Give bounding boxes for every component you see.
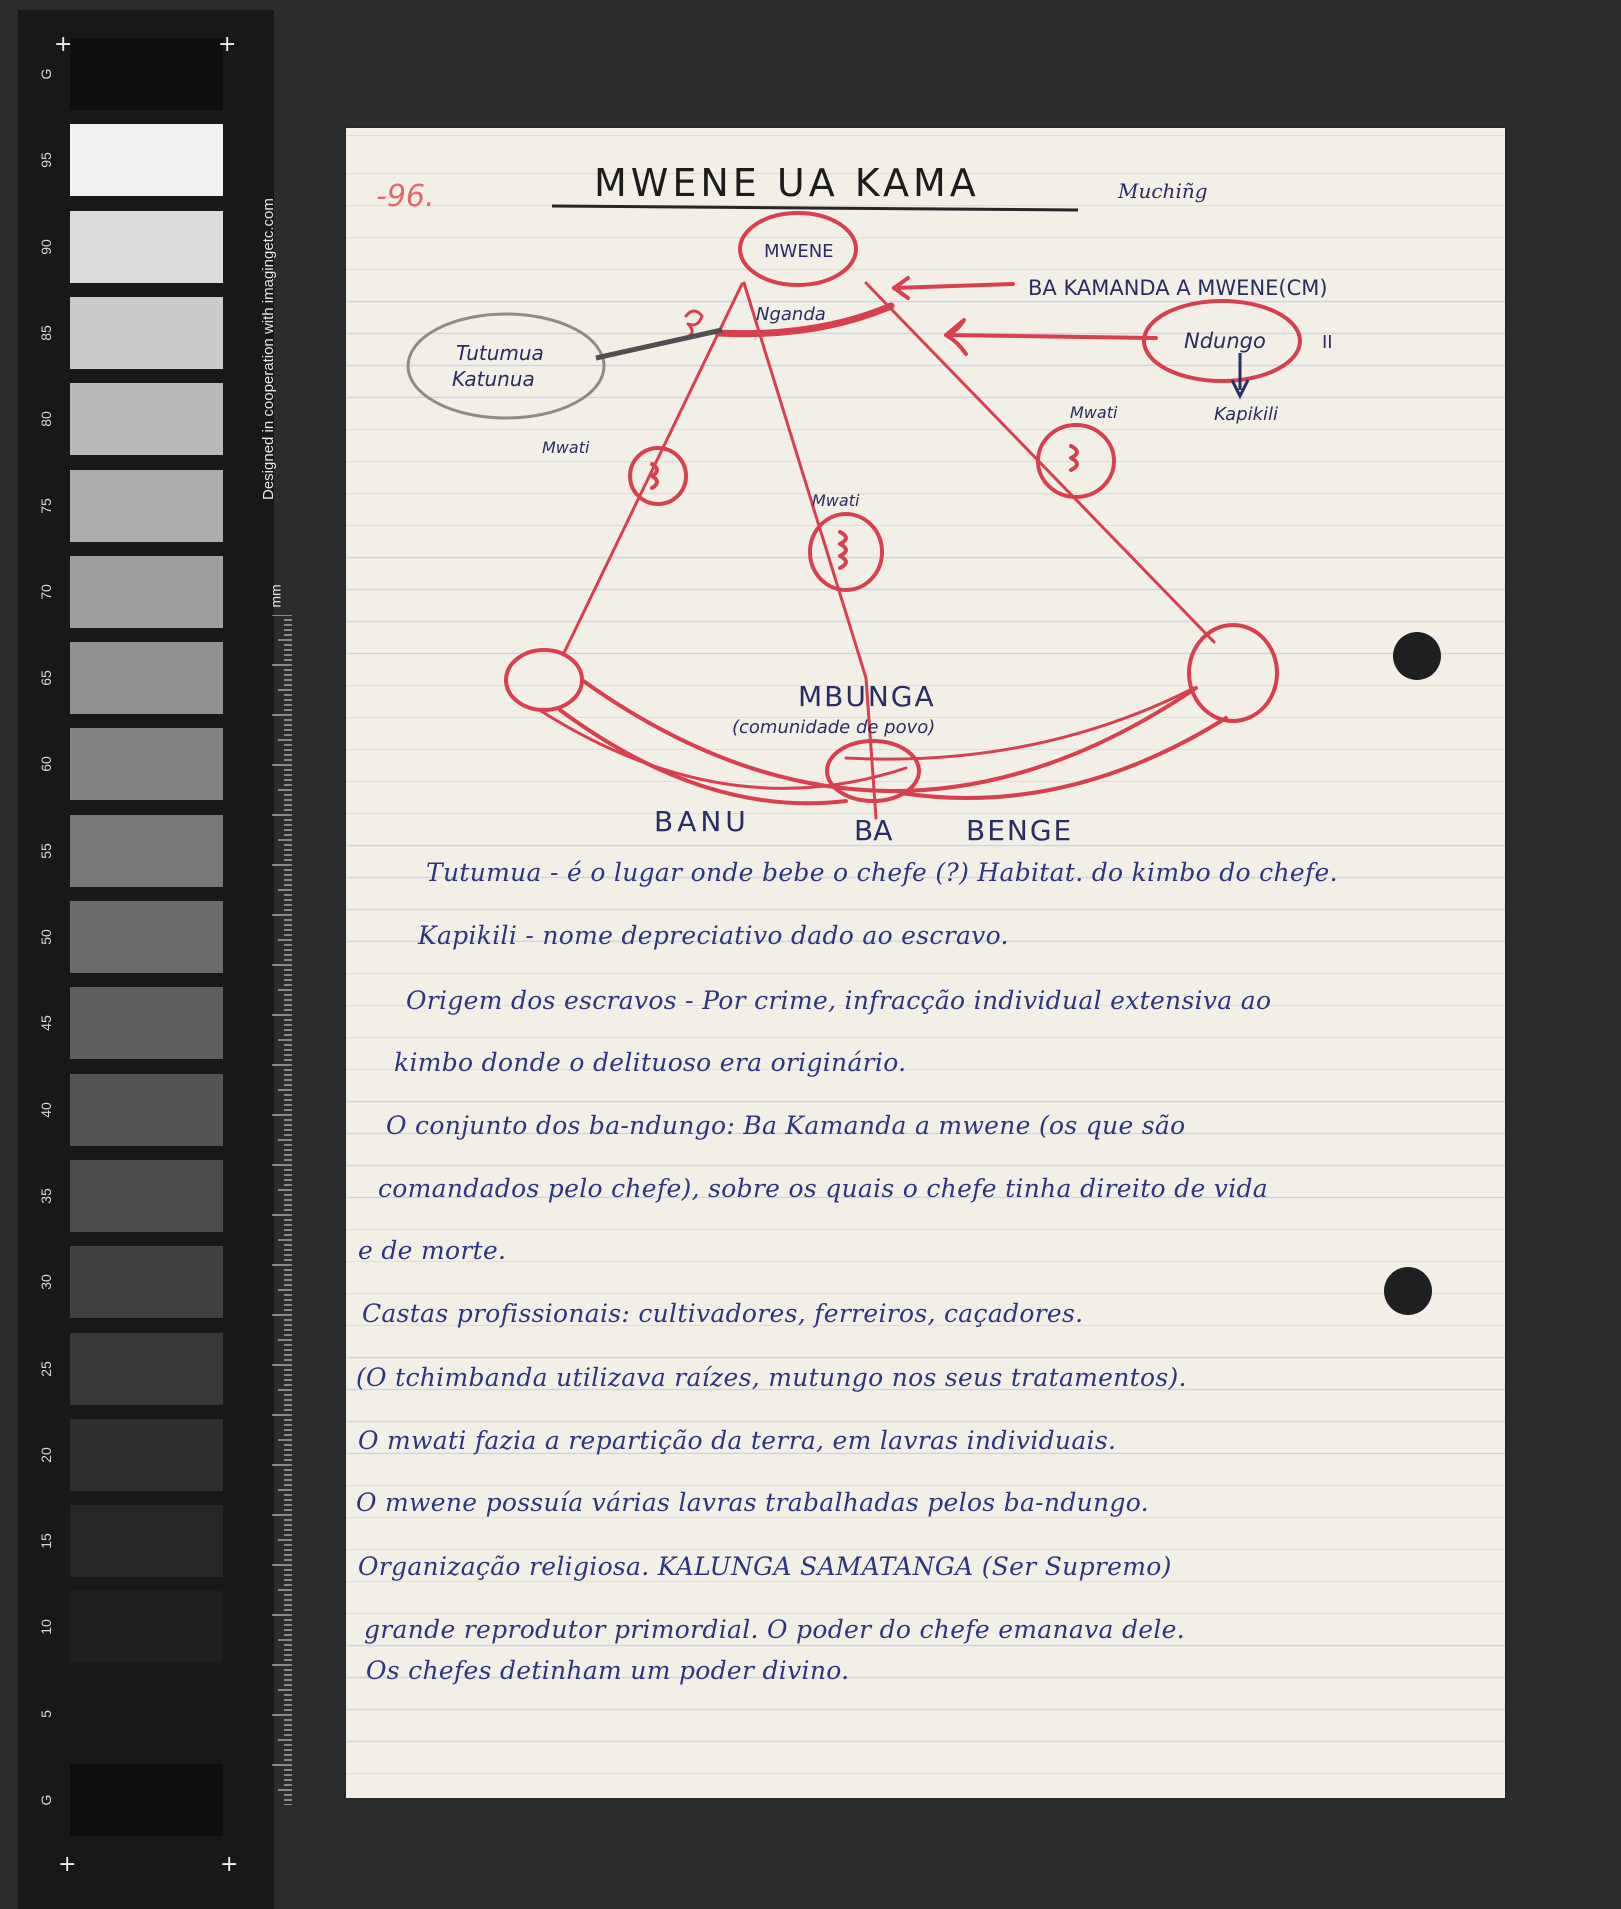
gray-patch-label: 30 [38,1274,54,1290]
nganda-label: Nganda [756,304,826,325]
arrow-ba-kamanda [894,284,1013,288]
gray-patch-label: 15 [38,1533,54,1549]
gray-patch-label: 55 [38,842,54,859]
gray-patch [70,1764,223,1836]
gray-patch-label: 85 [38,325,54,341]
gray-patch [70,1333,223,1405]
gray-patch-label: 75 [38,497,54,514]
note-line: Castas profissionais: cultivadores, ferreiros, caçadores. [362,1299,1084,1328]
gray-patch [70,38,223,110]
gray-patch-label: 60 [38,756,54,773]
gray-patch [70,1246,223,1318]
gray-patch-label: 90 [38,238,54,255]
ndungo-label: Ndungo [1184,329,1266,353]
kinship-diagram [346,128,1505,848]
gray-patch-label: 65 [38,670,54,686]
gray-patch [70,1678,223,1750]
ruler-unit-label: mm [267,584,284,608]
gray-patch-label: G [38,68,54,80]
registration-mark-icon: + [218,32,237,57]
gray-patch-label: 50 [38,929,54,945]
gray-patch [70,470,223,542]
mm-ruler [270,615,292,1805]
gray-patch-label: 40 [38,1101,54,1118]
gray-patch [70,1160,223,1232]
banu-node [506,650,582,710]
title-underline [552,206,1078,210]
gray-patch [70,297,223,369]
ba-kamanda-label: BA KAMANDA A MWENE(CM) [1028,276,1328,300]
registration-mark-icon: + [220,1852,239,1877]
gray-patch-label: 5 [38,1709,54,1718]
note-line: Origem dos escravos - Por crime, infracção individual extensiva ao [406,986,1272,1015]
page-number: -96. [376,179,435,214]
tutumua-link [596,330,722,358]
gray-scale-target [18,10,284,1909]
page-title: MWENE UA KAMA [594,161,980,205]
mwati-label-right: Mwati [1070,403,1118,422]
mwati-label-center: Mwati [812,491,860,510]
benge-label: BENGE [966,814,1074,847]
mwati-label-left: Mwati [542,438,590,457]
tutumua-node [408,314,604,418]
title-note: Muchiñg [1118,179,1208,203]
gray-patch-label: 80 [38,411,54,427]
note-line: grande reprodutor primordial. O poder do chefe emanava dele. [364,1615,1186,1644]
note-line: O conjunto dos ba-ndungo: Ba Kamanda a mwene (os que são [386,1111,1186,1140]
kapikili-label: Kapikili [1214,404,1279,425]
gray-patch [70,901,223,973]
gray-patch [70,383,223,455]
mbunga-label: MBUNGA [798,680,936,713]
gray-patch-label: 95 [38,152,54,169]
gray-patch-label: 25 [38,1360,54,1377]
benge-node [1189,625,1277,721]
note-line: O mwene possuía várias lavras trabalhadas pelos ba-ndungo. [356,1488,1149,1517]
gray-patch [70,1591,223,1663]
gray-patch-label: G [38,1794,54,1806]
banu-label: BANU [654,805,750,838]
gray-patch-label: 70 [38,584,54,600]
gray-patch-label: 45 [38,1015,54,1032]
gray-patch [70,642,223,714]
gray-patch [70,1419,223,1491]
note-line: e de morte. [358,1236,507,1265]
note-line: Tutumua - é o lugar onde bebe o chefe (?) Habitat. do kimbo do chefe. [426,858,1338,887]
gray-patch-label: 20 [38,1447,54,1463]
note-line: O mwati fazia a repartição da terra, em lavras individuais. [358,1426,1117,1455]
notebook-page [346,128,1505,1798]
arrow-ndungo [946,335,1156,338]
tutumua-label: Tutumua [456,341,544,365]
mwene-label: MWENE [764,241,834,262]
note-line: kimbo donde o delituoso era originário. [394,1048,907,1077]
gray-patch [70,1505,223,1577]
ba-label: BA [854,814,893,847]
punch-hole [1384,1267,1432,1315]
katunua-label: Katunua [452,367,535,391]
note-line: Kapikili - nome depreciativo dado ao escravo. [418,921,1009,950]
ndungo-mark: II [1322,332,1333,353]
gray-patch-label: 10 [38,1619,54,1636]
gray-patch [70,211,223,283]
registration-mark-icon: + [54,32,73,57]
gray-patch [70,124,223,196]
target-credit: Designed in cooperation with imagingetc.com [260,198,277,500]
registration-mark-icon: + [58,1852,77,1877]
gray-patch-label: 35 [38,1188,54,1204]
note-line: comandados pelo chefe), sobre os quais o chefe tinha direito de vida [378,1174,1269,1203]
gray-patch [70,1074,223,1146]
note-line: Organização religiosa. KALUNGA SAMATANGA (Ser Supremo) [358,1552,1172,1581]
gray-patch [70,728,223,800]
down-arrow-icon [1232,353,1248,396]
note-line: Os chefes detinham um poder divino. [366,1656,850,1685]
note-line: (O tchimbanda utilizava raízes, mutungo nos seus tratamentos). [356,1363,1187,1392]
gray-patch [70,815,223,887]
gray-patch [70,987,223,1059]
mbunga-subtitle: (comunidade de povo) [732,717,936,738]
gray-patch [70,556,223,628]
